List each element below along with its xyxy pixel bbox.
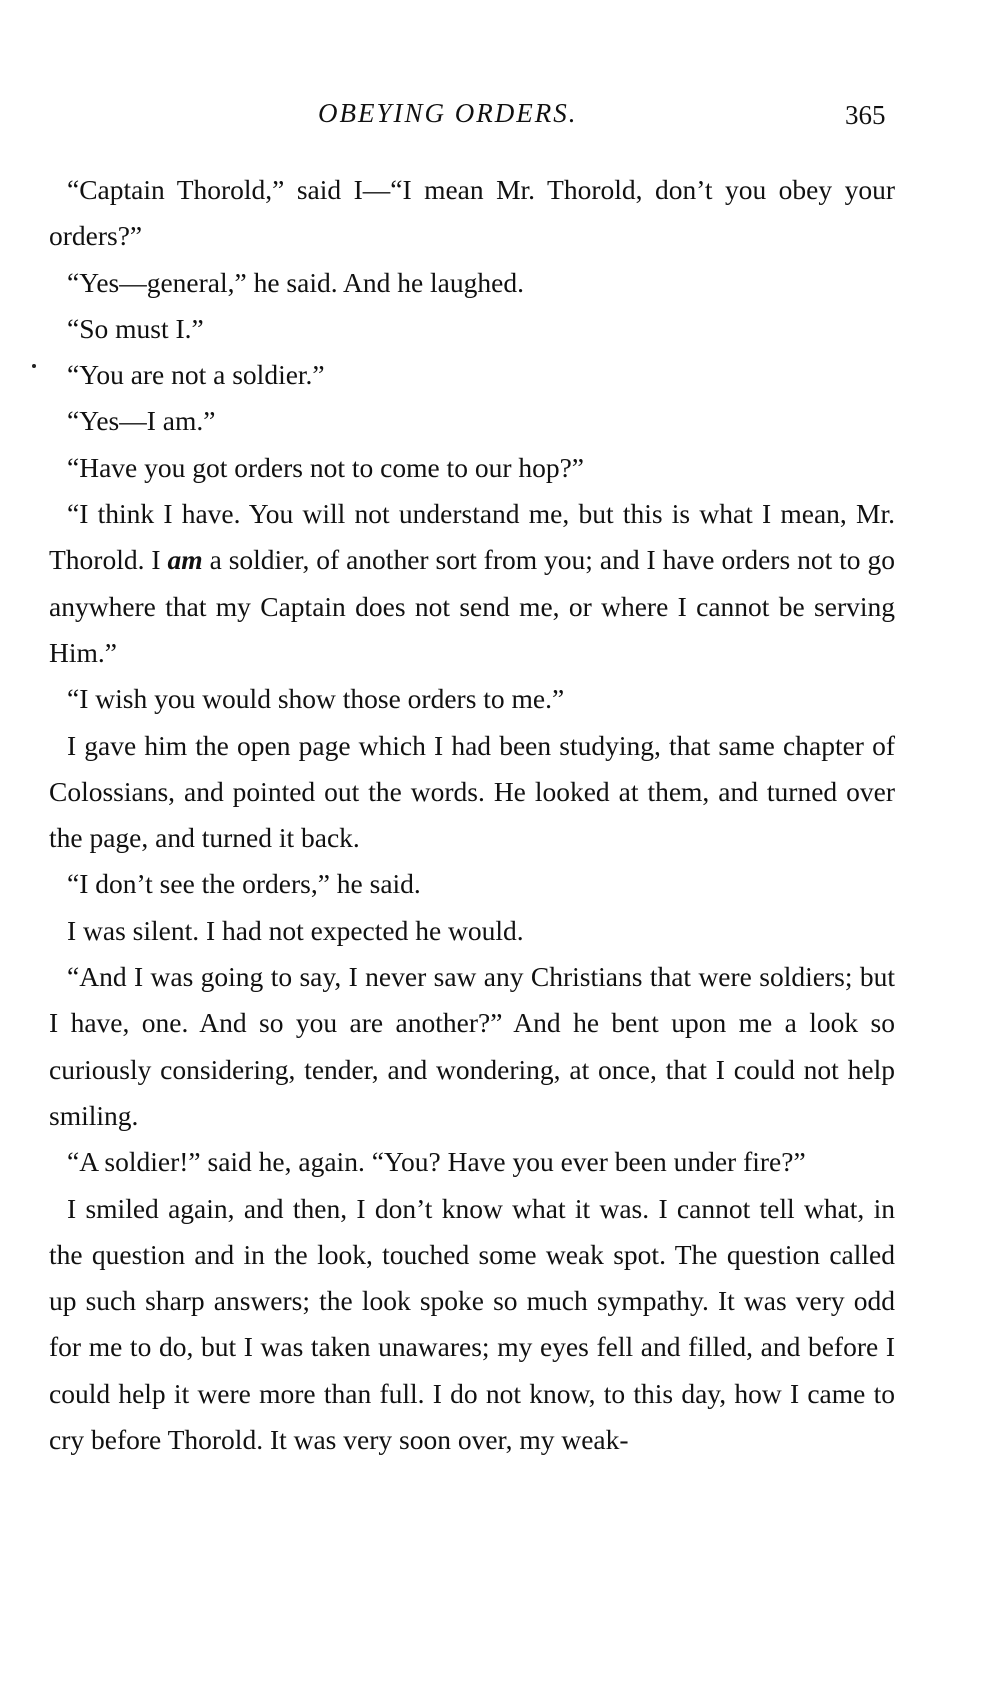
paragraph: “Captain Thorold,” said I—“I mean Mr. Thorold, don’t you obey your orders?”	[49, 174, 895, 252]
paragraph: “Yes—general,” he said. And he laughed.	[67, 266, 524, 298]
ink-speck	[32, 364, 36, 368]
paragraph: “You are not a soldier.”	[67, 359, 325, 391]
paragraph: “Yes—I am.”	[67, 405, 216, 437]
running-title: OBEYING ORDERS.	[318, 98, 578, 128]
paragraph: “I don’t see the orders,” he said.	[67, 868, 421, 900]
paragraph: “I wish you would show those orders to me.”	[67, 683, 565, 715]
paragraph: “Have you got orders not to come to our hop?”	[67, 451, 585, 483]
paragraph: “I think I have. You will not understand me, but this is what I mean, Mr. Thorold. I am a soldier, of another sort from you; and I have orders not to go anywhere that my Captain does not send me, or where I cannot be serving Him.”	[49, 498, 895, 668]
page-header	[0, 98, 1000, 142]
paragraph: I smiled again, and then, I don’t know what it was. I cannot tell what, in the question and in the look, touched some weak spot. The question called up such sharp answers; the look spoke so much sympathy. It was very odd for me to do, but I was taken unawares; my eyes fell and filled, and before I could help it were more than full. I do not know, to this day, how I came to cry before Thorold. It was very soon over, my weak-	[49, 1192, 895, 1456]
page-number: 365	[845, 100, 886, 130]
paragraph: “A soldier!” said he, again. “You? Have you ever been under fire?”	[67, 1146, 806, 1178]
body-text	[49, 167, 895, 1463]
emphasized-word: am	[167, 544, 203, 576]
paragraph: “And I was going to say, I never saw any Christians that were soldiers; but I have, one. And so you are another?” And he bent upon me a look so curiously considering, tender, and wondering, at once, that I could not help smiling.	[49, 961, 895, 1131]
paragraph: I gave him the open page which I had been studying, that same chapter of Colossians, and pointed out the words. He looked at them, and turned over the page, and turned it back.	[49, 729, 895, 854]
paragraph: I was silent. I had not expected he would.	[67, 914, 524, 946]
paragraph: “So must I.”	[67, 312, 204, 344]
